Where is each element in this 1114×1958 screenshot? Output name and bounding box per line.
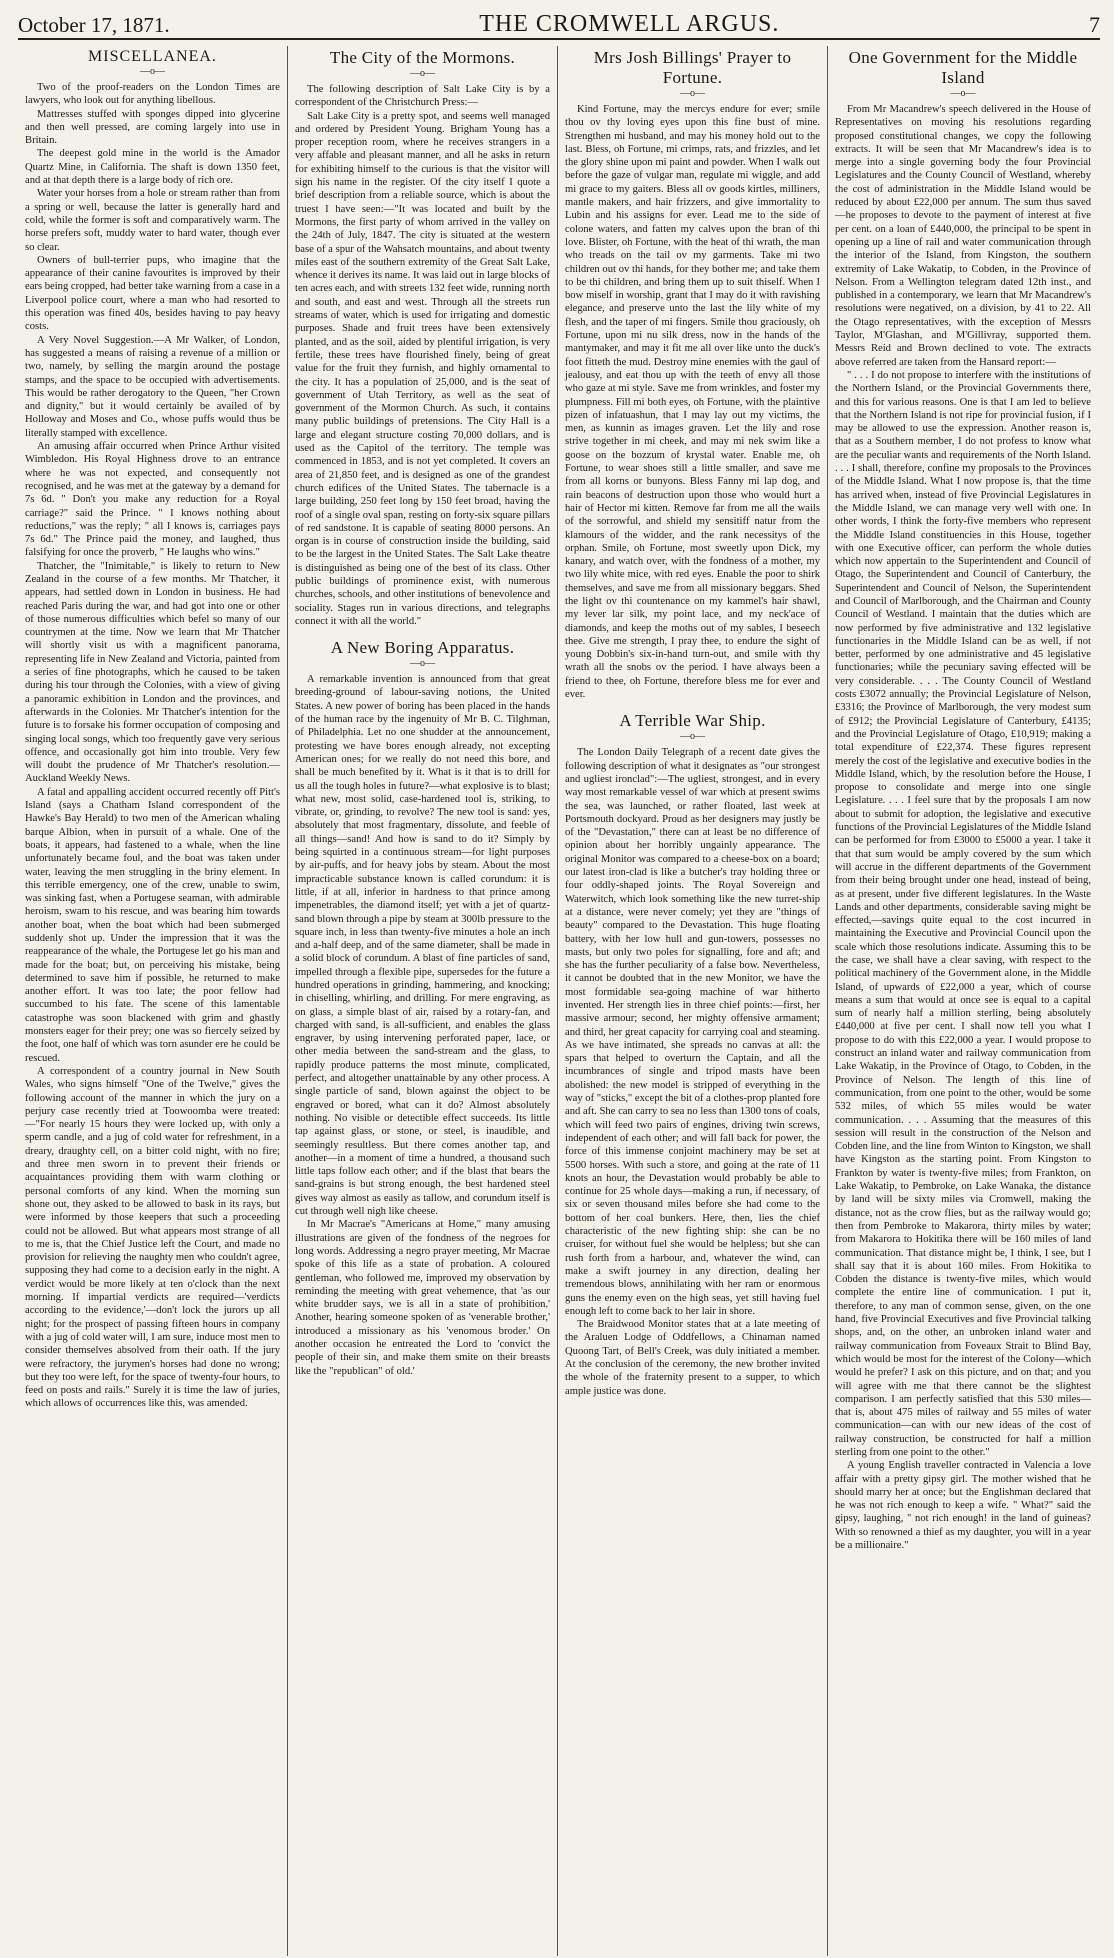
columns-container [18, 46, 1100, 1956]
article-paragraph: Kind Fortune, may the mercys endure for ever; smile thou ov thy loving eyes upon this fine bust of mine. Strengthen mi husband, and may his money hold out to the last. Bless, oh Fortune, mi crimps, rats, and frizzles, and let the glory shine upon mi paint and powder. When I walk out before the gaze of vulgar man, regulate mi wiggle, and add mi grace to my gaiters. Bless all ov goods kirtles, milliners, mantle makers, and hair frizzers, and give immortality to Lubin and his assigns for ever. Lead me to the side of colone waters, and fatten my calves upon the bran of thi love. Blister, oh Fortune, with the heat of thi wrath, the man who treads on the tail ov my garments. Take mi two children out ov thi hands, for they bother me; and take them to be thi children, and bring them up to suit thiself. When I bow miself in worship, grant that I may do it with ravishing elegance, and preserve unto the last the lily white of my flesh, and the taper of mi fingers. Smile thou graciously, oh Fortune, upon mi nu silk dress, now in the hands of the mantymaker, and may it fit me all over like unto the duck's foot fitteth the mud. Destroy mine enemies with the gaul of jealousy, and eat thou up with the teeth of envy all those who gaze at mi style. Save me from wrinkles, and foster my plumpness. Fill mi both eyes, oh Fortune, with the plaintive pizen of infatuashun, that I may lay out my victims, the men, as kunnin as images graven. Let the lily and rose strive together in mi cheek, and may mi nek swim like a goose on the bozzum of krystal water. Enable me, oh Fortune, to wear shoes still a little smaller, and save me from all korns or bunyons. Bless Fanny mi lap dog, and rain beacons of destruction upon those who would hurt a hair of Hector mi kitten. Remove far from me all the wails of the sorrowful, and shield my sensitiff natur from the klamours of the widder, and the rank necessitys of the orphan. Smile, oh Fortune, most sweetly upon Dick, my kanary, and watch over, with the fondness of a mother, my two lily white mice, with red eyes. Enable the poor to shirk themselves, and save me from all missionary beggars. Shed the light ov thi countenance on my kammel's hair shawl, my lever lar silk, my point lace, and my neck'ace of diamonds, and keep the moths out of my sables, I beseech thee. Give me strength, I pray thee, to endure the sight of young Dobbin's six-in-hand turn-out, and smile with thy wrath all the snobs ov the period. I have always been a friend to thee, oh Fortune, therefore bless me for ever and ever. [565, 104, 820, 701]
article-paragraph: Mattresses stuffed with sponges dipped into glycerine and then well pressed, are coming largely into use in Britain. [25, 108, 280, 147]
article-paragraph: Two of the proof-readers on the London Times are lawyers, who look out for anything libellous. [25, 82, 280, 107]
article-headline: A Terrible War Ship. [619, 711, 766, 731]
article-paragraph: Owners of bull-terrier pups, who imagine that the appearance of their canine favourites is improved by their ears being cropped, had better take warning from a case in a Liverpool police court, where a man who had resorted to this operation was fined 40s, besides having to pay heavy costs. [25, 254, 280, 333]
article [565, 701, 820, 1398]
article-paragraph: " . . . I do not propose to interfere with the institutions of the Northern Island, or the Provincial Governments there, and this for various reasons. One is that I am led to believe that the Northern Island is not ripe for provincial fusion, if I may be allowed to use the expression. Another reason is, that as a Southern member, I do not profess to know what are the peculiar wants and requirements of the North Island. . . . I shall, therefore, confine my proposals to the Provinces of the Middle Island. What I now propose is, that the time has arrived when, instead of five Provincial Legislatures in the Middle Island, we can manage very well with one. In other words, I think the forty-five members who represent the Middle Island constituencies in this House, together with one Executive officer, can perform the whole duties which now appertain to the Superintendent and Council of Otago, the Superintendent and Council of Canterbury, the Superintendent and Council of Nelson, the Superintendent and Council of Marlborough, and the Chairman and County Council of Westland. I maintain that the duties which are now performed by five administrative and 132 legislative functionaries in the Middle Island can be as well, if not better, performed by one administrative and 45 legislative functionaries; while the pecuniary saving effected will be very considerable. . . . The County Council of Westland costs £3072 annually; the Provincial Legislature of Nelson, £3316; the Province of Marlborough, the very modest sum of £912; the Provincial Legislature of Canterbury, £4135; and the Provincial Legislature of Otago, £10,919; making a total expenditure of £22,374. These figures represent merely the cost of the legislative and executive bodies in the Middle Island, which, by the resolution before the House, I propose to consolidate and merge into one single Legislature. . . . I feel sure that by the proposals I am now about to submit for adoption, the legislative and executive functions of the Provincial Legislatures of the Middle Island can be performed for from £3000 to £5000 a year. I take it that that sum would be amply covered by the sum which will accrue in the different departments of the Government from their being brought under one head, instead of being, as at present, under five different legislatures. In the Waste Lands and other departments, considerable saving might be effected,—savings quite equal to the cost incurred in maintaining the Executive and Provincial Council upon the scale which those resolutions indicate. Assuming this to be the case, we shall have a clear saving, with respect to the political machinery of the Government alone, in the Middle Island, of upwards of £22,000 a year, which of course means a sum that would at once see is equal to a capital sum of nearly half a million sterling, being absolutely £440,000 at five per cent. I shall now tell you what I propose to do with this £22,000 a year. I would propose to construct an inland water and railway communication from Lake Wakatip, in the Province of Otago, to Cobden, in the Province of Nelson. The length of this line of communication, from one point to the other, would be some 532 miles, of which 55 miles would be water communication. . . . Assuming that the measures of this session will result in the construction of the Nelson and Cobden line, and the line from Winton to Kingston, we shall have Kingston as the starting point. From Kingston to Frankton by water is twenty-five miles; from Frankton, on Lake Wakatip, to Pembroke, on Lake Wanaka, the distance by land will be sixty miles via Cromwell, making the distance, not as the crow flies, but as the railway would go; then from Pembroke to Makarora, thirty miles by water; from Makarora to Hokitika there will be 160 miles of land communication. That distance might be, I think, I see, but I shall say that it is about 160 miles. From Hokitika to Cobden the distance is twenty-five miles, which would complete the entire line of communication. I put it, therefore, to any man of common sense, given, on the one hand, five Provincial Executives and five Provincial talking shops, and, on the other, an unbroken inland water and railway communication from Foveaux Strait to Blind Bay, which would be most for the interest of the Colony—which would he prefer? I ask on this picture, and on that; and you will agree with me that there cannot be the slightest comparison. I am perfectly satisfied that this 530 miles—that is, about 475 miles of railway and 55 miles of water communication—can with our new ideas of the cost of railway construction, be constructed for half a million sterling from one point to the other." [835, 369, 1091, 1458]
article-paragraph: Salt Lake City is a pretty spot, and seems well managed and ordered by President Young. Brigham Young has a proper reception room, where he receives strangers in a very affable and pleasant manner, and all he asks in return for exhibiting himself to the curious is that the visitor will sign his name in the register. Of the city itself I quote a brief description from a reliable source, which is about the truest I have seen:—"It was located and built by the Mormons, the first party of whom arrived in the valley on the 24th of July, 1847. The city is situated at the western base of a spur of the Wahsatch mountains, and about twenty miles east of the southern extremity of the Great Salt Lake, whence it derives its name. It was laid out in large blocks of ten acres each, and with streets 132 feet wide, running north and south, and east and west. Through all the streets run streams of water, which is used for irrigating and domestic purposes. Shade and fruit trees have been extensively planted, and as the soil, aided by plentiful irrigation, is very fertile, these trees have flourished finely, being of great value for the fruit they furnish, and highly ornamental to the city. It has a population of 25,000, and is the seat of government of Utah Territory, as well as the seat of government of the Mormon Church. As such, it contains many public buildings of pretensions. The City Hall is a large and elegant structure costing 70,000 dollars, and is used as the Capitol of the territory. The temple was commenced in 1853, and is not yet completed. It covers an area of 21,850 feet, and is designed as one of the grandest church edifices of the United States. The tabernacle is a large building, 250 feet long by 150 feet broad, having the roof of a single oval span, resting on forty-six square pillars of red sandstone. It is capable of seating 8000 persons. An organ is in course of construction inside the building, said to be the largest in the United States. The Salt Lake theatre is distinguished as being one of the best of its class. Other public buildings of prominence exist, with numerous churches, schools, and other institutions of benevolence and sociality. Stages run in various directions, and telegraphs connect it with all the world." [295, 110, 550, 627]
article-paragraph: From Mr Macandrew's speech delivered in the House of Representatives on moving his resolutions regarding proposed constitutional changes, we copy the following extracts. It will be seen that Mr Macandrew's idea is to merge into a single governing body the four Provincial Legislatures and the County Council of Westland, whereby the cost of administration in the Middle Island would be reduced by about £22,000 per annum. The sum thus saved—he proposes to devote to the payment of interest at five per cent. on a loan of £440,000, the principal to be spent in opening up a line of rail and water communication through the interior of the Island, from Kingston, the southern extremity of Lake Wakatip, to Cobden, in the Province of Nelson. From a Wellington telegram dated 12th inst., and published in a contemporary, we learn that Mr Macandrew's resolutions were negatived, on a division, by 41 to 22. All the Otago representatives, with the exception of Messrs Taylor, M'Glashan, and M'Gillivray, supported them. Messrs Reid and Brown declined to vote. The extracts above referred are taken from the Hansard report:— [835, 104, 1091, 368]
headline-rule: —o— [680, 88, 705, 99]
headline-rule: —o— [410, 68, 435, 79]
article-headline: The City of the Mormons. [329, 48, 516, 67]
headline-rule: —o— [410, 658, 435, 670]
article-paragraph: An amusing affair occurred when Prince Arthur visited Wimbledon. His Royal Highness drove to an entrance where he was not expected, and consequently not recognised, and he was met at the gateway by a demand for 7s 6d. " Don't you make any reduction for a Royal carriage?" said the Prince. " I knows nothing about reductions," was the reply; " all I knows is, carriages pays 7s 6d." The Prince paid the money, and laughed, thus falsifying for once the proverb, " He laughs who wins." [25, 441, 280, 559]
article-headline: MISCELLANEA. [88, 48, 217, 65]
page-number: 7 [1089, 12, 1100, 37]
article-headline: One Government for the Middle Island [848, 48, 1078, 87]
headline-rule: —o— [680, 731, 705, 743]
article-paragraph: The Braidwood Monitor states that at a late meeting of the Araluen Lodge of Oddfellows, a Chinaman named Quoong Tart, of Bell's Creek, was duly initiated a member. At the conclusion of the ceremony, the new brother invited the whole of the fraternity present to a supper, to which ample justice was done. [565, 1319, 820, 1397]
article-paragraph: A correspondent of a country journal in New South Wales, who signs himself "One of the Twelve," gives the following account of the manner in which the jury on a perjury case recently tried at Toowoomba were treated:—"For nearly 15 hours they were locked up, with only a sperm candle, and a jug of cold water for refreshment, in a dreary, draughty cell, on a bitter cold night, with no fire; and three men sworn in to prevent their friends or acquaintances providing them with warm clothing or personal comforts of any kind. When the morning sun shone out, they asked to be allowed to bask in its rays, but were informed by those keepers that such a proceeding could not be allowed. But what appears most strange of all to me is, that the Chief Justice left the Court, and made no provision for relieving the naughty men who couldn't agree, supposing they had come to a decision early in the night. A verdict would be more likely at ten o'clock than the next morning. If impartial verdicts are required—'verdicts according to the evidence,'—don't lock the jurors up all night; for the prospect of passing fifteen hours in company with a jug of cold water will, I am sure, induce most men to consider themselves absolved from their oath. If the jury were refractory, the jurymen's horses had done no wrong; but they too were left, for the space of twenty-four hours, to feed on posts and rails." Surely it is time the law of juries, which allows of occurrences like this, was amended. [25, 1065, 280, 1410]
article-paragraph: A young English traveller contracted in Valencia a love affair with a pretty gipsy girl. The mother wished that he should marry her at once; but the Englishman declared that he was not rich enough to keep a wife. " What?" said the gipsy, laughing, " not rich enough! in the land of guineas? With so renowned a thief as my daughter, you will in a year be a millionaire." [835, 1460, 1091, 1552]
article-headline: Mrs Josh Billings' Prayer to Fortune. [593, 48, 792, 87]
article [295, 48, 550, 628]
article-paragraph: Thatcher, the "Inimitable," is likely to return to New Zealand in the course of a few months. Mr Thatcher, it appears, had settled down in London in business. He had reached Paris during the war, and had got into one or other of those numerous difficulties which befel so many of our countrymen at the time. Now we learn that Mr Thatcher will shortly visit us with a magnificent panorama, representing life in New Zealand and Victoria, painted from a series of fine photographs, which he caused to be taken during his tour through the Colonies, with a view of giving a panoramic exhibition in London and the provinces, and afterwards in the Colonies. Mr Thatcher's intention for the future is to forsake his former occupation of composing and singing local songs, which too frequently gave very serious offence, and occasionally got him into trouble. Very few will doubt the prudence of Mr Thatcher's resolution.—Auckland Weekly News. [25, 560, 280, 785]
article [295, 628, 550, 1378]
article [25, 48, 280, 1411]
article-paragraph: The following description of Salt Lake City is by a correspondent of the Christchurch Press:— [295, 84, 550, 109]
article-paragraph: In Mr Macrae's "Americans at Home," many amusing illustrations are given of the fondness of the negroes for long words. Addressing a negro prayer meeting, Mr Macrae spoke of this life as a state of probation. A coloured gentleman, who followed me, improved my observation by reminding the meeting with great vehemence, that 'as our white brudder says, we is all in a state of prohibition.' Another, hearing someone spoken of as 'venerable brother,' introduced a missionary as his 'venomous broder.' On another occasion he entreated the Lord to 'convict the people of their sin, and make them smite on their breasts like the "republican" of old.' [295, 1219, 550, 1377]
article-paragraph: A remarkable invention is announced from that great breeding-ground of labour-saving notions, the United States. A new power of boring has been placed in the hands of the human race by the ingenuity of Mr B. C. Tilghman, of Philadelphia. Let no one shudder at the announcement, protesting we have bores enough already, not excepting American ones; for we really do not need this bore, and shall be much benefited by it. What is it that is to drill for us all the tough holes in future?—what explosive is to blast; what new, most solid, case-hardened tool is, striking, to vibrate, or, grinding, to revolve? The new tool is sand: yes, absolutely that most fragmentary, dissolute, and feeble of all things—sand! And how is sand to do it? Simply by being squirted in a continuous stream—for light purposes by air-puffs, and for heavy jobs by steam. About the most impracticable substance known is called corundum: it is little, if at all, inferior in hardness to that prince among impenetrables, the diamond itself; yet with a jet of quartz-sand blown through a pipe by steam at 300lb pressure to the square inch, in less than twenty-five minutes a hole an inch and a-half deep, and of the same diameter, shall be made in a solid block of corundum. A blast of fine particles of sand, impelled through a flexible pipe, supersedes for the future a hundred operations in grinding, hammering, and knocking; in chiselling, whirling, and drilling. For mere engraving, as on glass, a simple blast of air, raised by a rotary-fan, and charged with sand, is all-sufficient, and enables the glass engraver, by using intervening perforated paper, lace, or other media between the sand-stream and the glass, to rapidly produce patterns the most minute, complicated, perfect, and altogether unattainable by any other process. A single particle of sand, blown against the object to be engraved or bored, what can it do? Almost absolutely nothing. No visible or detectible effect succeeds. Its little tap against glass, or stone, or steel, is inaudible, and seemingly resultless. But there comes another tap, and another—in a moment of time a hundred, a thousand such little taps follow each other; and if the blast that bears the sand-grains is but strong enough, the best hardened steel gives way almost as easily as tallow, and corundum itself is cut through well nigh like cheese. [295, 674, 550, 1218]
column-4 [828, 46, 1098, 1956]
headline-rule: —o— [950, 88, 976, 99]
article-paragraph: The deepest gold mine in the world is the Amador Quartz Mine, in California. The shaft is down 1350 feet, and at that depth there is a large body of rich ore. [25, 148, 280, 187]
article-paragraph: A fatal and appalling accident occurred recently off Pitt's Island (says a Chatham Island correspondent of the Hawke's Bay Herald) to two men of the American whaling barque Albion, when in pursuit of a whale. One of the boats, it appears, had fastened to a whale, when the line unfortunately became foul, and the boat was taken under water, leaving the men struggling in the briny element. In this terrible emergency, one of the crew, unable to swim, was sinking fast, when a Portugese seaman, with admirable heroism, swam to his rescue, and was bearing him towards another boat, when the boat which had been submerged suddenly shot up. Under the impression that it was the reappearance of the whale, the Portugese let go his man and made for the boat; but, on perceiving his mistake, being determined to save him if possible, he returned to make another effort. It was too late; the poor fellow had succumbed to his fate. The scene of this lamentable catastrophe was soon blackened with grim and ghastly monsters eager for their prey; one was so fiercely seized by the foot, one half of which was torn asunder ere he could be rescued. [25, 786, 280, 1064]
article [835, 48, 1091, 1552]
masthead [18, 8, 1100, 40]
article [565, 48, 820, 701]
issue-date: October 17, 1871. [18, 13, 170, 37]
article-headline: A New Boring Apparatus. [330, 638, 515, 658]
article-paragraph: Water your horses from a hole or stream rather than from a spring or well, because the latter is generally hard and cold, while the former is soft and comparatively warm. The horse prefers soft, muddy water to hard water, though ever so clear. [25, 188, 280, 253]
article-paragraph: The London Daily Telegraph of a recent date gives the following description of what it designates as "our strongest and ugliest ironclad":—The ugliest, strongest, and in every way most remarkable vessel of war which at present swims the sea, was launched, or rather floated, last week at Portsmouth dockyard. Proud as her designers may justly be of the "Devastation," there can at least be no difference of opinion about her horribly ungainly appearance. The original Monitor was compared to a cheese-box on a board; our latest iron-clad is like a butcher's tray holding three or four oddly-shaped joints. The Royal Sovereign and Waterwitch, which look something like the new turret-ship at a distance, were never comely; yet they are "things of beauty" compared to the Devastation. This huge floating battery, with her low hull and gun-towers, possesses no masts, but only two poles for signalling, fore and aft; and she has the further peculiarity of a false bow. Nevertheless, it cannot be doubted that in the new Monitor, we have the most formidable sea-going machine of war hitherto invented. Her strength lies in three chief points:—first, her massive armour; second, her mighty offensive armament; and third, her great capacity for carrying coal and steaming. As we have intimated, she spreads no canvas at all: the spars that helped to overturn the Captain, and all the incumbrances of single and tripod masts have been abolished: the new model is stripped of everything in the way of "sticks," except the bit of a clothes-prop planted fore and aft. She can carry to sea no less than 1300 tons of coals, which will feed two pairs of engines, driving twin screws, independent of each other; and will fall back for power, the force of this immense conjoint machinery may be set at 5500 horses. With such a store, and going at the rate of 11 knots an hour, the Devastation would probably be able to continue for 25 whole days—making a run, if necessary, of six or seven thousand miles before she had come to the bottom of her coal bunkers. Here, then, lies the chief characteristic of the new fighting ship: she can be no cruiser, for without fuel she would be helpless; but she can rush forth from a harbour, and, whatever the wind, can make a swift journey in any direction, dealing her tremendous blows, annihilating with her ram or enormous guns the enemy even on the high seas, yet still having fuel enough left to come back to her lair in shore. [565, 747, 820, 1317]
newspaper-title: THE CROMWELL ARGUS. [479, 11, 780, 37]
column-2 [288, 46, 558, 1956]
headline-rule: —o— [140, 66, 165, 77]
column-3 [558, 46, 828, 1956]
article-paragraph: A Very Novel Suggestion.—A Mr Walker, of London, has suggested a means of raising a revenue of a million or two, namely, by selling the margin around the postage stamps, and the space to be occupied with advertisements. This would be rather derogatory to the Queen, "her Crown and dignity," but it would certainly be availed of by Holloway and Moses and Co., whose puffs would thus be literally stamped with excellence. [25, 334, 280, 439]
column-1 [18, 46, 288, 1956]
